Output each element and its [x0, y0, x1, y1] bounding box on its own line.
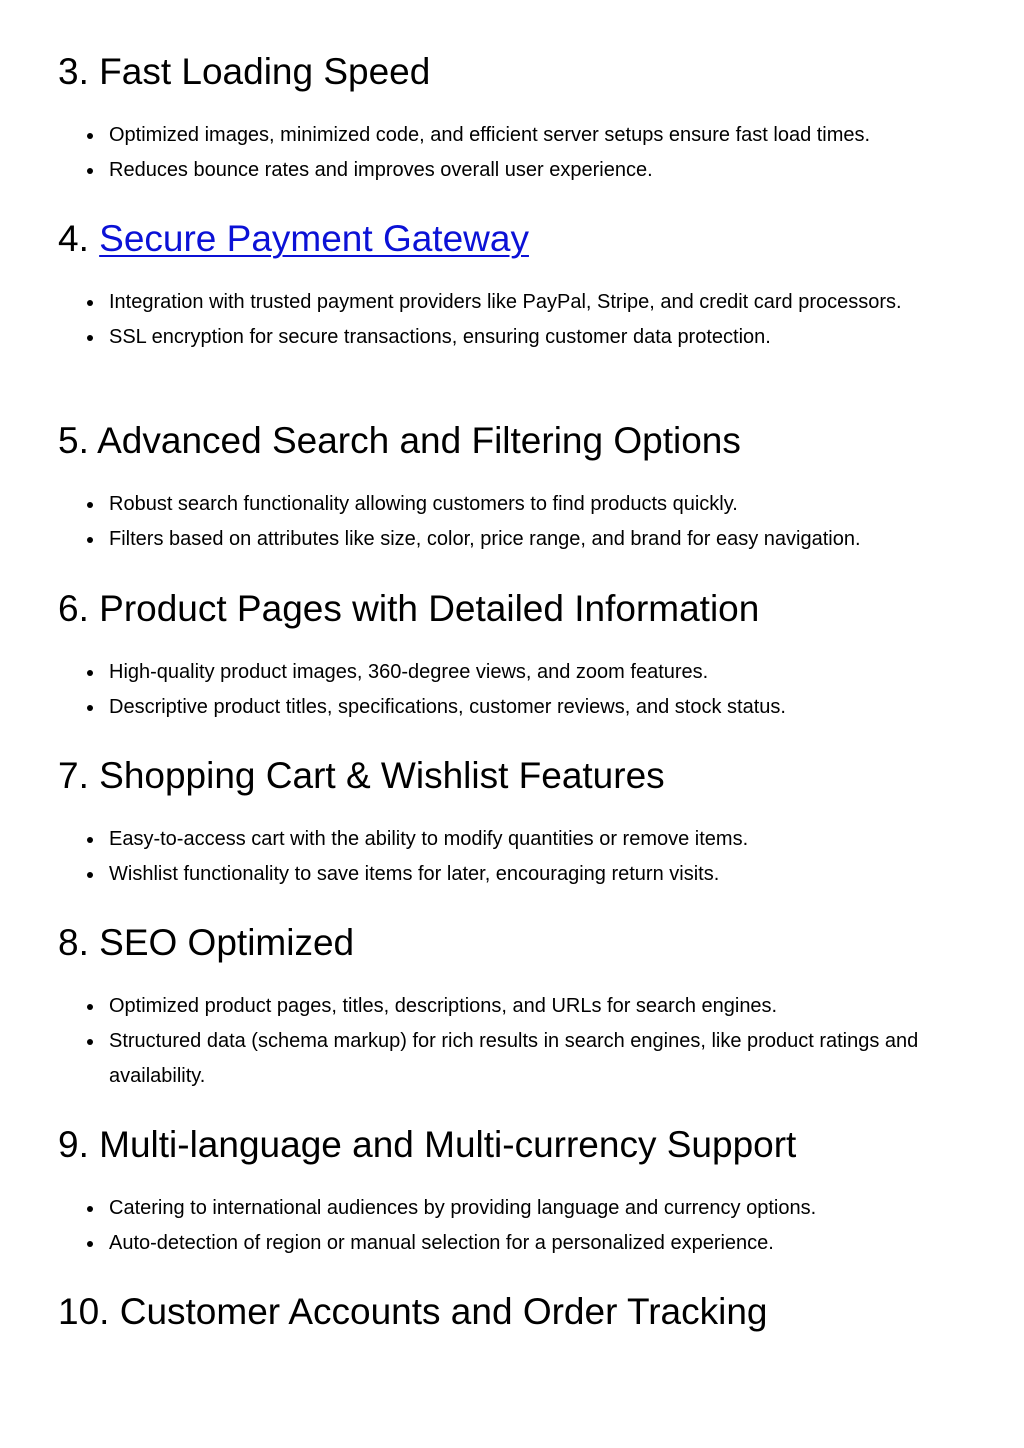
bullet-list [58, 487, 958, 557]
list-item [58, 487, 958, 522]
section-title: Shopping Cart & Wishlist Features [99, 755, 665, 796]
bullet-dot [87, 168, 93, 174]
section-heading [58, 922, 958, 964]
section-heading [58, 588, 958, 630]
section-number: 8. [58, 922, 89, 963]
bullet-list [58, 989, 958, 1094]
bullet-dot [87, 1241, 93, 1247]
list-item-text: Auto-detection of region or manual selection for a personalized experience. [109, 1232, 774, 1254]
bullet-dot [87, 300, 93, 306]
bullet-dot [87, 1004, 93, 1010]
bullet-dot [87, 1039, 93, 1045]
list-item-text: Easy-to-access cart with the ability to modify quantities or remove items. [109, 828, 749, 850]
list-item [58, 285, 958, 320]
bullet-list [58, 1191, 958, 1261]
list-item-text: SSL encryption for secure transactions, ensuring customer data protection. [109, 326, 771, 348]
list-item [58, 522, 958, 557]
list-item-text: Optimized images, minimized code, and efficient server setups ensure fast load times. [109, 124, 871, 146]
list-item [58, 118, 958, 153]
section-title: Multi-language and Multi-currency Support [99, 1124, 797, 1165]
section-customer-accounts [58, 1291, 958, 1333]
bullet-dot [87, 133, 93, 139]
list-item-text: Integration with trusted payment providers like PayPal, Stripe, and credit card processors. [109, 291, 902, 313]
section-product-pages [58, 588, 958, 718]
section-heading [58, 755, 958, 797]
list-item [58, 320, 958, 355]
bullet-dot [87, 537, 93, 543]
list-item [58, 857, 958, 892]
bullet-list [58, 822, 958, 892]
list-item [58, 1226, 958, 1261]
bullet-dot [87, 1206, 93, 1212]
bullet-list [58, 118, 958, 188]
bullet-list [58, 285, 958, 355]
list-item [58, 690, 958, 725]
list-item [58, 1191, 958, 1226]
section-number: 3. [58, 51, 89, 92]
list-item-text: High-quality product images, 360-degree views, and zoom features. [109, 661, 709, 683]
list-item-text: Filters based on attributes like size, color, price range, and brand for easy navigation. [109, 528, 861, 550]
list-item [58, 1024, 958, 1094]
list-item [58, 989, 958, 1024]
section-number: 6. [58, 588, 89, 629]
list-item [58, 822, 958, 857]
section-title: Product Pages with Detailed Information [99, 588, 760, 629]
bullet-dot [87, 705, 93, 711]
secure-payment-gateway-link[interactable]: Secure Payment Gateway [99, 218, 529, 259]
list-item [58, 655, 958, 690]
bullet-dot [87, 872, 93, 878]
section-number: 9. [58, 1124, 89, 1165]
section-fast-loading-speed [58, 51, 958, 181]
section-heading [58, 420, 958, 462]
bullet-dot [87, 670, 93, 676]
list-item [58, 153, 958, 188]
section-heading [58, 1124, 958, 1166]
section-number: 5. [58, 420, 89, 461]
section-heading [58, 218, 958, 260]
bullet-list [58, 655, 958, 725]
section-heading [58, 1291, 958, 1333]
list-item-text: Catering to international audiences by providing language and currency options. [109, 1197, 817, 1219]
list-item-text: Wishlist functionality to save items for later, encouraging return visits. [109, 863, 720, 885]
section-seo-optimized [58, 922, 958, 1087]
section-title: Customer Accounts and Order Tracking [119, 1291, 768, 1332]
section-heading [58, 51, 958, 93]
section-title: Advanced Search and Filtering Options [97, 420, 741, 461]
section-secure-payment-gateway [58, 218, 958, 348]
section-multi-language [58, 1124, 958, 1254]
section-number: 4. [58, 218, 89, 259]
list-item-text: Reduces bounce rates and improves overall user experience. [109, 159, 653, 181]
section-title: SEO Optimized [99, 922, 355, 963]
bullet-dot [87, 837, 93, 843]
section-number: 10. [58, 1291, 110, 1332]
section-number: 7. [58, 755, 89, 796]
list-item-text: Optimized product pages, titles, descriptions, and URLs for search engines. [109, 995, 778, 1017]
list-item-text: Descriptive product titles, specifications, customer reviews, and stock status. [109, 696, 786, 718]
list-item-text: Robust search functionality allowing customers to find products quickly. [109, 493, 738, 515]
section-title: Fast Loading Speed [99, 51, 431, 92]
list-item-text: Structured data (schema markup) for rich results in search engines, like product ratings and availability. [109, 1030, 919, 1087]
section-advanced-search [58, 420, 958, 550]
bullet-dot [87, 335, 93, 341]
bullet-dot [87, 502, 93, 508]
section-shopping-cart [58, 755, 958, 885]
